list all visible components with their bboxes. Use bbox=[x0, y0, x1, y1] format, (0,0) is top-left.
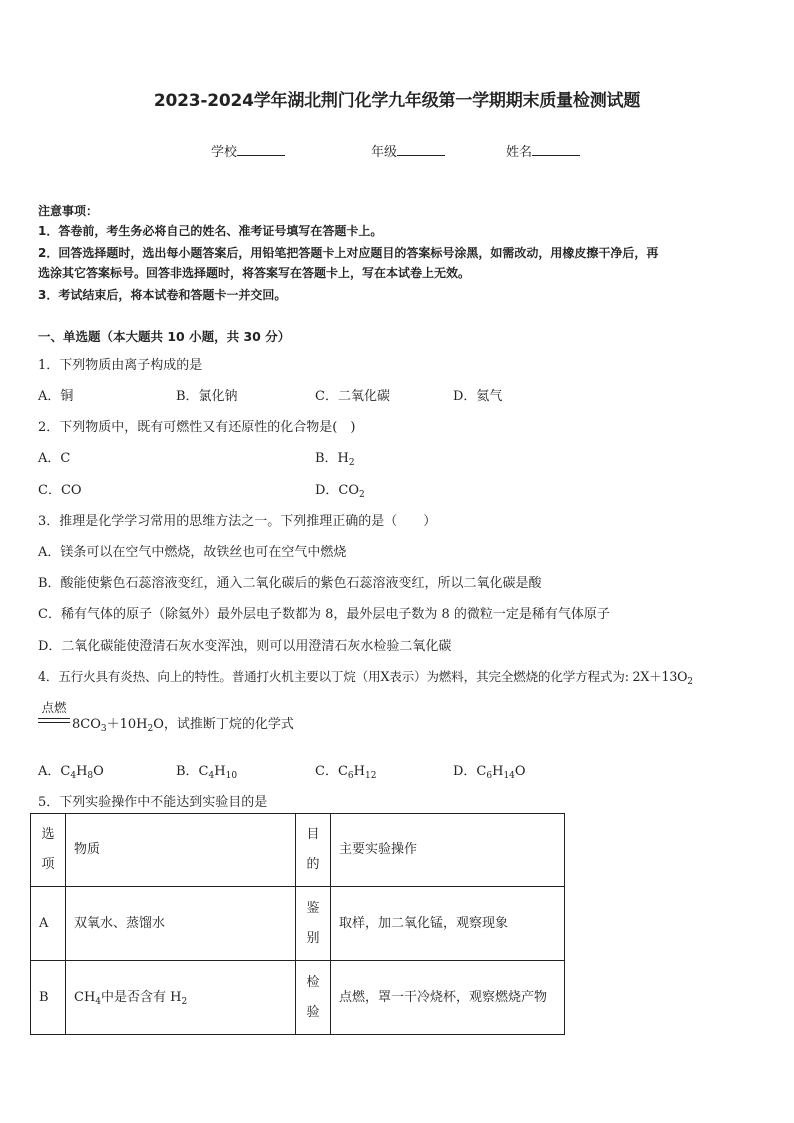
header-purpose: 目 的 bbox=[296, 814, 331, 887]
q4-option-c[interactable]: C．$C_6H_{12}$ bbox=[315, 764, 377, 781]
q2-option-c[interactable]: C．CO bbox=[38, 483, 82, 498]
school-field: 学校 bbox=[211, 141, 285, 160]
q3-option-c[interactable]: C．稀有气体的原子（除氦外）最外层电子数都为 8，最外层电子数为 8 的微粒一定是稀有气体原子 bbox=[38, 607, 610, 622]
notice-item-3: 3．考试结束后，将本试卷和答题卡一并交回。 bbox=[38, 288, 287, 302]
header-option: 选 项 bbox=[31, 814, 66, 887]
q2-option-b[interactable]: B．$H_2$ bbox=[315, 451, 355, 468]
grade-field: 年级 bbox=[371, 141, 445, 160]
row-b-option: B bbox=[31, 961, 66, 1035]
q3-stem: 3．推理是化学学习常用的思维方法之一。下列推理正确的是（ ） bbox=[38, 514, 437, 529]
q2-stem: 2．下列物质中，既有可燃性又有还原性的化合物是( ) bbox=[38, 420, 356, 435]
reaction-condition: 点燃 bbox=[38, 698, 70, 723]
table-row bbox=[31, 887, 565, 961]
q3-option-d[interactable]: D．二氧化碳能使澄清石灰水变浑浊，则可以用澄清石灰水检验二氧化碳 bbox=[38, 639, 452, 654]
q2-option-d[interactable]: D．$CO_2$ bbox=[315, 483, 365, 500]
q1-option-c[interactable]: C．二氧化碳 bbox=[315, 389, 390, 404]
section-heading: 一、单选题（本大题共 10 小题，共 30 分） bbox=[38, 329, 291, 344]
q1-option-b[interactable]: B．氯化钠 bbox=[176, 389, 238, 404]
row-a-option: A bbox=[31, 887, 66, 961]
row-a-substance: 双氧水、蒸馏水 bbox=[66, 887, 296, 961]
q1-option-d[interactable]: D．氦气 bbox=[453, 389, 503, 404]
row-a-operation: 取样，加二氧化锰，观察现象 bbox=[331, 887, 565, 961]
q4-equation: $8CO_3+10H_2O$，试推断丁烷的化学式 bbox=[72, 717, 294, 734]
q4-option-d[interactable]: D．$C_6H_{14}O$ bbox=[453, 764, 526, 781]
notice-heading: 注意事项： bbox=[38, 204, 99, 218]
row-b-purpose: 检 验 bbox=[296, 961, 331, 1035]
row-b-substance: $CH_4$中是否含有 $H_2$ bbox=[66, 961, 296, 1035]
table-header-row bbox=[31, 814, 565, 887]
q3-option-a[interactable]: A．镁条可以在空气中燃烧，故铁丝也可在空气中燃烧 bbox=[38, 545, 347, 560]
page-title: 2023-2024学年湖北荆门化学九年级第一学期期末质量检测试题 bbox=[153, 91, 641, 111]
name-field: 姓名 bbox=[506, 141, 580, 160]
q3-option-b[interactable]: B．酸能使紫色石蕊溶液变红，通入二氧化碳后的紫色石蕊溶液变红，所以二氧化碳是酸 bbox=[38, 576, 542, 591]
notice-item-2: 2．回答选择题时，选出每小题答案后，用铅笔把答题卡上对应题目的答案标号涂黑，如需改动，用橡皮擦干净后，再 bbox=[38, 246, 659, 260]
q4-stem: 4．五行火具有炎热、向上的特性。普通打火机主要以丁烷（用X表示）为燃料，其完全燃烧的化学方程式为: $2X+13O_2$ bbox=[38, 669, 693, 687]
grade-blank[interactable] bbox=[397, 143, 445, 156]
row-b-operation: 点燃，罩一干冷烧杯，观察燃烧产物 bbox=[331, 961, 565, 1035]
q1-stem: 1．下列物质由离子构成的是 bbox=[38, 358, 203, 373]
header-substance: 物质 bbox=[66, 814, 296, 887]
q1-option-a[interactable]: A．铜 bbox=[38, 389, 74, 404]
q5-table bbox=[30, 813, 565, 1035]
q5-stem: 5．下列实验操作中不能达到实验目的是 bbox=[38, 795, 268, 810]
notice-item-1: 1．答卷前，考生务必将自己的姓名、准考证号填写在答题卡上。 bbox=[38, 224, 383, 238]
name-blank[interactable] bbox=[532, 143, 580, 156]
header-operation: 主要实验操作 bbox=[331, 814, 565, 887]
table-row bbox=[31, 961, 565, 1035]
q2-option-a[interactable]: A．C bbox=[38, 451, 71, 466]
school-blank[interactable] bbox=[237, 143, 285, 156]
row-a-purpose: 鉴 别 bbox=[296, 887, 331, 961]
q4-option-b[interactable]: B．$C_4H_{10}$ bbox=[176, 764, 238, 781]
notice-item-2-cont: 选涂其它答案标号。回答非选择题时，将答案写在答题卡上，写在本试卷上无效。 bbox=[38, 266, 471, 280]
q4-option-a[interactable]: A．$C_4H_8O$ bbox=[38, 764, 104, 781]
